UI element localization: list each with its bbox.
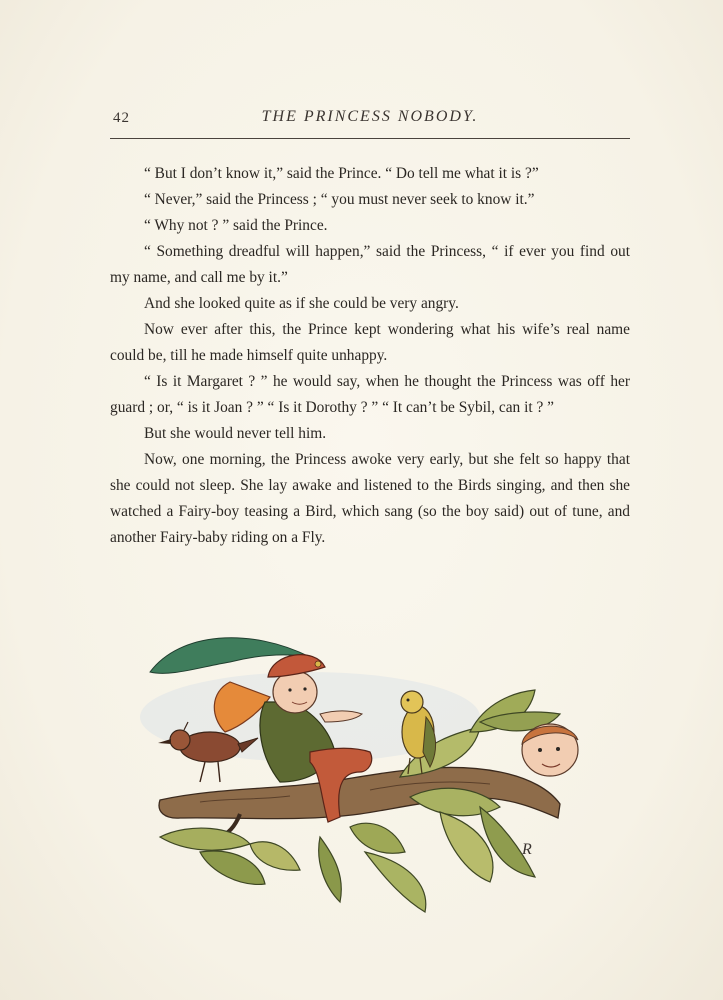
paragraph-6: Now ever after this, the Prince kept wondering what his wife’s real name could be, till he made himself quite unhappy. (110, 321, 630, 364)
paragraph-1: “ But I don’t know it,” said the Prince. “ Do tell me what it is ?” (144, 165, 539, 182)
peeking-face (522, 724, 578, 776)
page-header (110, 106, 630, 136)
paragraph-3: “ Why not ? ” said the Prince. (144, 217, 328, 234)
illustrator-monogram: R (522, 841, 532, 858)
body-text (110, 161, 630, 551)
paragraph-2: “ Never,” said the Princess ; “ you must never seek to know it.” (144, 191, 535, 208)
running-title: THE PRINCESS NOBODY. (261, 108, 479, 125)
page-number: 42 (113, 110, 130, 126)
fairy-face (273, 671, 317, 713)
left-leaves (160, 828, 300, 884)
paragraph-8: But she would never tell him. (144, 425, 327, 442)
paragraph-9: Now, one morning, the Princess awoke very early, but she felt so happy that she could not sleep. She lay awake and listened to the Birds singing, and then she watched a Fairy-boy teasing a Bird, which sang (so the boy said) out of tune, and another Fairy-baby riding on a Fly. (110, 451, 630, 546)
fairy-boy-on-branch-illustration (140, 622, 600, 922)
fairy-illustration (140, 622, 600, 922)
header-rule (110, 138, 630, 139)
paragraph-5: And she looked quite as if she could be very angry. (144, 295, 459, 312)
paragraph-7: “ Is it Margaret ? ” he would say, when he thought the Princess was off her guard ; or, “ is it Joan ? ” “ Is it Dorothy ? ” “ It can’t be Sybil, can it ? ” (110, 373, 630, 416)
paragraph-4: “ Something dreadful will happen,” said the Princess, “ if ever you find out my name, and call me by it.” (110, 243, 630, 286)
